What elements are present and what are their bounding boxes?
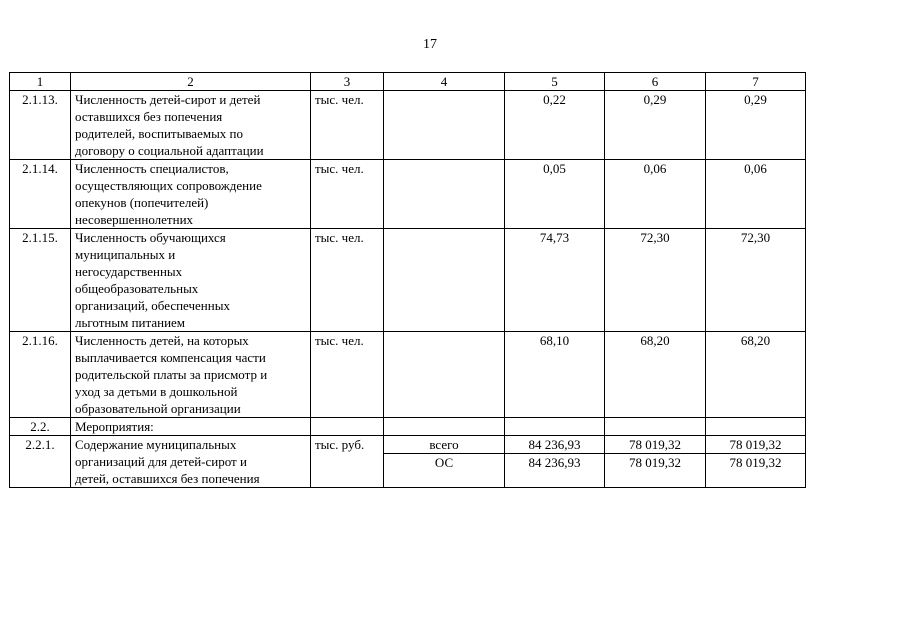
row-unit: тыс. чел.	[311, 229, 384, 332]
row-value-6: 72,30	[605, 229, 706, 332]
row-unit: тыс. руб.	[311, 436, 384, 488]
row-code: 2.2.1.	[10, 436, 71, 488]
row-unit	[311, 418, 384, 436]
row-type	[384, 160, 505, 229]
sub-label-os: ОС	[434, 455, 454, 470]
col-header-1: 1	[10, 73, 71, 91]
row-value-7: 0,29	[706, 91, 806, 160]
table-row	[10, 436, 806, 488]
row-name: Содержание муниципальных организаций для детей-сирот и детей, оставшихся без попечения	[71, 436, 311, 488]
row-value-5: 0,05	[505, 160, 605, 229]
row-type	[384, 332, 505, 418]
table-row	[10, 418, 806, 436]
row-value-6	[605, 418, 706, 436]
row-value-5: 84 236,93 84 236,93	[505, 436, 605, 488]
row-type	[384, 229, 505, 332]
row-name: Мероприятия:	[71, 418, 311, 436]
row-code: 2.1.16.	[10, 332, 71, 418]
row-code: 2.2.	[10, 418, 71, 436]
row-code: 2.1.15.	[10, 229, 71, 332]
header-row	[10, 73, 806, 91]
row-name: Численность специалистов, осуществляющих сопровождение опекунов (попечителей) несовершеннолетних	[71, 160, 311, 229]
table-row	[10, 160, 806, 229]
col-header-4: 4	[384, 73, 505, 91]
row-value-7: 68,20	[706, 332, 806, 418]
sub-label-total: всего	[384, 436, 504, 454]
row-value-6: 78 019,32 78 019,32	[605, 436, 706, 488]
data-table	[9, 72, 806, 488]
row-value-6: 0,06	[605, 160, 706, 229]
row-name: Численность обучающихся муниципальных и негосударственных общеобразовательных организаций, обеспеченных льготным питанием	[71, 229, 311, 332]
row-value-5	[505, 418, 605, 436]
row-unit: тыс. чел.	[311, 91, 384, 160]
row-unit: тыс. чел.	[311, 332, 384, 418]
row-type	[384, 418, 505, 436]
row-value-5: 0,22	[505, 91, 605, 160]
col-header-5: 5	[505, 73, 605, 91]
row-value-7	[706, 418, 806, 436]
row-type	[384, 436, 505, 488]
col-header-7: 7	[706, 73, 806, 91]
row-value-5: 68,10	[505, 332, 605, 418]
row-value-5: 74,73	[505, 229, 605, 332]
row-unit: тыс. чел.	[311, 160, 384, 229]
row-value-7: 0,06	[706, 160, 806, 229]
table-row	[10, 91, 806, 160]
row-code: 2.1.13.	[10, 91, 71, 160]
row-name: Численность детей-сирот и детей оставшихся без попечения родителей, воспитываемых по договору о социальной адаптации	[71, 91, 311, 160]
row-value-7: 72,30	[706, 229, 806, 332]
row-value-7: 78 019,32 78 019,32	[706, 436, 806, 488]
row-value-6: 0,29	[605, 91, 706, 160]
col-header-6: 6	[605, 73, 706, 91]
row-value-6: 68,20	[605, 332, 706, 418]
row-type	[384, 91, 505, 160]
page-number: 17	[423, 37, 437, 52]
table-row	[10, 332, 806, 418]
row-code: 2.1.14.	[10, 160, 71, 229]
col-header-2: 2	[71, 73, 311, 91]
table-row	[10, 229, 806, 332]
row-name: Численность детей, на которых выплачивается компенсация части родительской платы за присмотр и уход за детьми в дошкольной образовательной организации	[71, 332, 311, 418]
col-header-3: 3	[311, 73, 384, 91]
